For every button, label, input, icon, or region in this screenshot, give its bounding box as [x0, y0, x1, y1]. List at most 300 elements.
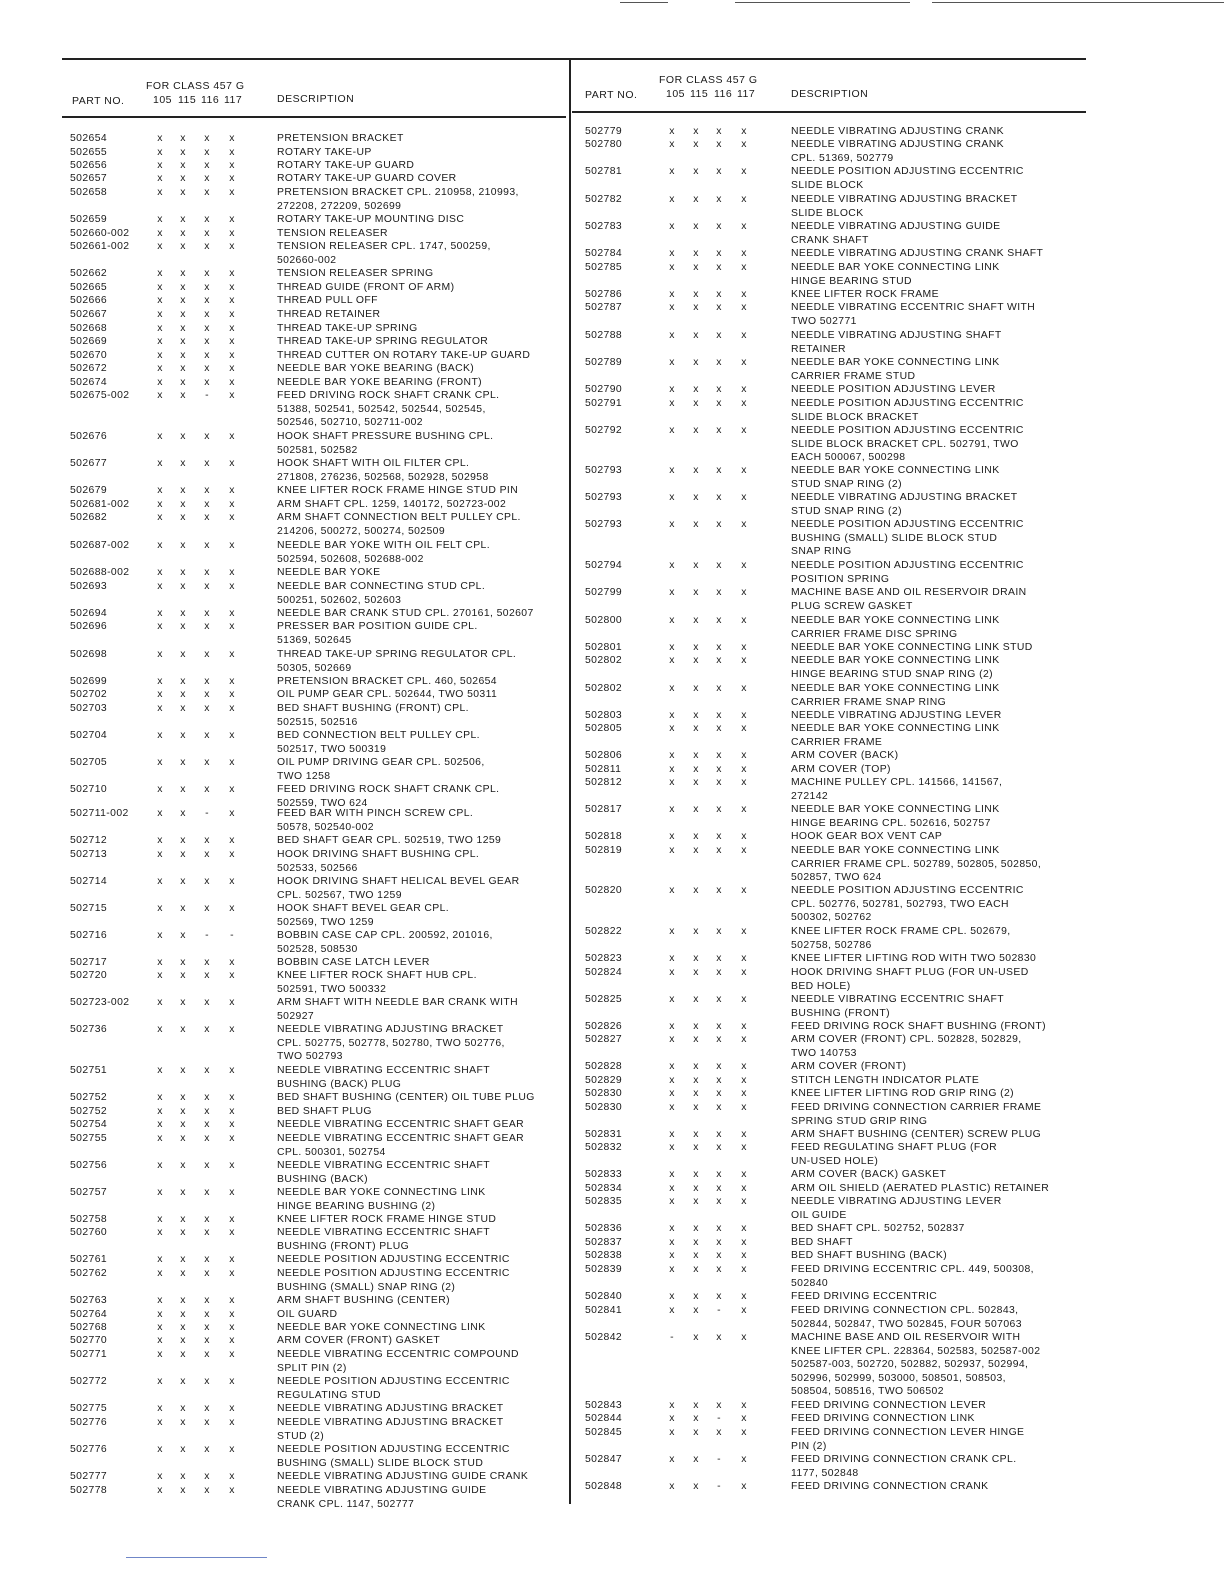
part-description: [791, 1290, 937, 1304]
part-number: 502775: [70, 1403, 108, 1414]
class-mark: x: [204, 757, 210, 768]
part-description: [791, 925, 1011, 952]
class-mark: x: [693, 425, 699, 436]
part-number: 502682: [70, 512, 108, 523]
part-number: 502662: [70, 268, 108, 279]
class-mark: x: [716, 1400, 722, 1411]
class-115-header: 115: [690, 88, 709, 100]
part-number: 502669: [70, 336, 108, 347]
class-mark: x: [204, 1485, 210, 1496]
class-mark: x: [693, 560, 699, 571]
class-mark: x: [693, 1332, 699, 1343]
part-number: 502760: [70, 1227, 108, 1238]
class-mark: x: [157, 1119, 163, 1130]
class-mark: x: [669, 194, 675, 205]
class-mark: x: [229, 649, 235, 660]
description-line: BUSHING (SMALL) SLIDE BLOCK STUD: [791, 532, 998, 544]
description-line: 502569, TWO 1259: [277, 916, 374, 928]
class-mark: x: [180, 1227, 186, 1238]
description-line: PRESSER BAR POSITION GUIDE CPL.: [277, 621, 478, 632]
description-line: NEEDLE BAR YOKE CONNECTING LINK: [791, 262, 1000, 273]
part-number: 502806: [585, 750, 623, 761]
description-line: BED SHAFT PLUG: [277, 1106, 372, 1117]
description-line: PRETENSION BRACKET CPL. 460, 502654: [277, 676, 497, 687]
part-description: [791, 1249, 947, 1263]
part-description: [791, 1263, 1034, 1290]
class-mark: x: [204, 957, 210, 968]
description-header: DESCRIPTION: [277, 93, 355, 105]
class-mark: x: [693, 1481, 699, 1492]
class-mark: x: [741, 615, 747, 626]
class-mark: x: [716, 262, 722, 273]
class-mark: x: [157, 512, 163, 523]
class-mark: x: [693, 1237, 699, 1248]
class-mark: x: [157, 228, 163, 239]
class-mark: x: [229, 390, 235, 401]
class-mark: x: [229, 1268, 235, 1279]
class-mark: -: [717, 1305, 721, 1316]
class-mark: x: [669, 248, 675, 259]
part-number: 502694: [70, 608, 108, 619]
class-mark: x: [669, 723, 675, 734]
class-mark: x: [180, 567, 186, 578]
part-description: [791, 682, 1000, 709]
description-line: FEED BAR WITH PINCH SCREW CPL.: [277, 808, 474, 819]
class-mark: x: [669, 560, 675, 571]
class-mark: x: [229, 512, 235, 523]
class-mark: x: [180, 1024, 186, 1035]
class-mark: x: [716, 248, 722, 259]
class-mark: x: [229, 997, 235, 1008]
description-line: 214206, 500272, 500274, 502509: [277, 525, 446, 537]
description-line: KNEE LIFTER LIFTING ROD GRIP RING (2): [791, 1088, 1015, 1099]
part-description: [791, 830, 942, 844]
class-mark: x: [716, 1291, 722, 1302]
class-mark: x: [204, 784, 210, 795]
class-mark: x: [716, 845, 722, 856]
description-line: PRETENSION BRACKET CPL. 210958, 210993,: [277, 187, 519, 198]
class-mark: x: [669, 330, 675, 341]
class-mark: x: [180, 1065, 186, 1076]
class-mark: x: [157, 1376, 163, 1387]
description-line: 1177, 502848: [791, 1467, 859, 1479]
class-mark: x: [204, 512, 210, 523]
class-mark: x: [180, 173, 186, 184]
class-mark: x: [693, 885, 699, 896]
class-mark: x: [204, 1254, 210, 1265]
class-mark: x: [669, 1250, 675, 1261]
class-mark: x: [716, 723, 722, 734]
part-description: [277, 308, 380, 322]
description-line: SNAP RING: [791, 546, 852, 558]
part-number: 502799: [585, 587, 623, 598]
class-mark: x: [204, 581, 210, 592]
description-line: OIL GUIDE: [791, 1209, 847, 1221]
part-number: 502752: [70, 1092, 108, 1103]
class-mark: x: [669, 845, 675, 856]
part-description: [277, 1064, 490, 1091]
class-mark: x: [741, 1264, 747, 1275]
part-number: 502779: [585, 126, 623, 137]
class-mark: x: [157, 390, 163, 401]
description-line: THREAD CUTTER ON ROTARY TAKE-UP GUARD: [277, 350, 531, 361]
class-mark: x: [204, 1335, 210, 1346]
description-line: ARM COVER (FRONT): [791, 1061, 907, 1072]
description-line: 51369, 502645: [277, 634, 352, 646]
class-mark: x: [669, 1021, 675, 1032]
class-mark: x: [157, 649, 163, 660]
part-description: [791, 641, 1033, 655]
part-description: [277, 159, 414, 173]
part-number: 502840: [585, 1291, 623, 1302]
part-number: 502776: [70, 1444, 108, 1455]
class-mark: x: [204, 608, 210, 619]
part-number: 502839: [585, 1264, 623, 1275]
description-line: ROTARY TAKE-UP MOUNTING DISC: [277, 214, 465, 225]
part-number: 502717: [70, 957, 108, 968]
class-116-header: 116: [714, 88, 733, 100]
class-mark: x: [229, 849, 235, 860]
class-mark: x: [157, 1254, 163, 1265]
description-line: FEED DRIVING ROCK SHAFT CRANK CPL.: [277, 784, 500, 795]
class-mark: x: [741, 953, 747, 964]
class-mark: x: [157, 1092, 163, 1103]
class-mark: x: [204, 1309, 210, 1320]
description-line: NEEDLE BAR YOKE CONNECTING LINK: [791, 357, 1000, 368]
description-line: STUD SNAP RING (2): [791, 505, 902, 517]
class-mark: x: [669, 1305, 675, 1316]
class-mark: -: [230, 930, 234, 941]
class-mark: x: [716, 804, 722, 815]
description-line: 50578, 502540-002: [277, 821, 374, 833]
class-mark: x: [180, 757, 186, 768]
description-line: HINGE BEARING STUD SNAP RING (2): [791, 668, 993, 680]
class-mark: x: [669, 492, 675, 503]
class-mark: x: [741, 330, 747, 341]
class-mark: x: [741, 357, 747, 368]
class-mark: x: [693, 804, 699, 815]
class-115-header: 115: [178, 94, 197, 106]
description-line: MACHINE BASE AND OIL RESERVOIR DRAIN: [791, 587, 1027, 598]
class-mark: x: [716, 1034, 722, 1045]
part-number: 502696: [70, 621, 108, 632]
part-number: 502785: [585, 262, 623, 273]
class-mark: x: [741, 1088, 747, 1099]
class-mark: x: [716, 1169, 722, 1180]
description-line: TENSION RELEASER: [277, 228, 388, 239]
class-mark: x: [157, 350, 163, 361]
part-number: 502659: [70, 214, 108, 225]
description-line: 502587-003, 502720, 502882, 502937, 502994,: [791, 1359, 1029, 1371]
part-number: 502712: [70, 835, 108, 846]
part-description: [277, 1443, 510, 1470]
class-mark: x: [157, 499, 163, 510]
part-description: [277, 1267, 510, 1294]
class-mark: x: [229, 431, 235, 442]
class-mark: x: [716, 166, 722, 177]
description-line: 272142: [791, 790, 829, 802]
class-mark: x: [693, 1183, 699, 1194]
class-mark: x: [716, 1088, 722, 1099]
part-description: [791, 1304, 1022, 1331]
part-description: [791, 464, 1000, 491]
part-description: [277, 1484, 487, 1511]
part-description: [791, 193, 1017, 220]
description-line: CPL. 502775, 502778, 502780, TWO 502776,: [277, 1037, 505, 1049]
class-mark: -: [717, 1413, 721, 1424]
description-line: ARM COVER (TOP): [791, 764, 891, 775]
class-mark: x: [741, 723, 747, 734]
part-description: [277, 1226, 490, 1253]
class-mark: x: [716, 926, 722, 937]
part-number: 502716: [70, 930, 108, 941]
description-line: TWO 502793: [277, 1051, 343, 1063]
description-line: BUSHING (BACK): [277, 1173, 369, 1185]
description-line: ROTARY TAKE-UP GUARD: [277, 160, 415, 171]
part-number: 502768: [70, 1322, 108, 1333]
class-mark: x: [204, 1065, 210, 1076]
part-description: [277, 729, 480, 756]
part-number: 502688-002: [70, 567, 130, 578]
class-mark: x: [157, 1227, 163, 1238]
class-mark: x: [180, 903, 186, 914]
class-mark: x: [157, 757, 163, 768]
description-line: HINGE BEARING CPL. 502616, 502757: [791, 817, 991, 829]
class-mark: x: [180, 187, 186, 198]
class-mark: x: [180, 241, 186, 252]
description-line: FEED DRIVING CONNECTION LEVER: [791, 1400, 987, 1411]
class-mark: x: [157, 835, 163, 846]
class-mark: x: [741, 398, 747, 409]
part-description: [791, 763, 891, 777]
class-mark: x: [693, 1034, 699, 1045]
part-description: [791, 884, 1024, 925]
description-line: BED SHAFT GEAR CPL. 502519, TWO 1259: [277, 835, 502, 846]
description-line: NEEDLE VIBRATING ADJUSTING CRANK: [791, 126, 1004, 137]
part-description: [277, 675, 497, 689]
part-description: [277, 389, 499, 430]
part-description: [791, 1182, 1049, 1196]
part-description: [277, 1105, 372, 1119]
class-mark: x: [716, 764, 722, 775]
part-number: 502754: [70, 1119, 108, 1130]
part-description: [277, 1470, 528, 1484]
class-mark: x: [669, 1454, 675, 1465]
description-line: HOOK DRIVING SHAFT BUSHING CPL.: [277, 849, 480, 860]
part-description: [277, 1253, 510, 1267]
part-number: 502823: [585, 953, 623, 964]
class-mark: x: [229, 1335, 235, 1346]
class-mark: x: [180, 1485, 186, 1496]
class-mark: x: [229, 689, 235, 700]
part-description: [277, 580, 485, 607]
description-line: CRANK SHAFT: [791, 234, 869, 246]
part-number: 502793: [585, 492, 623, 503]
class-mark: x: [741, 166, 747, 177]
description-line: KNEE LIFTER ROCK FRAME HINGE STUD: [277, 1214, 497, 1225]
class-mark: x: [693, 166, 699, 177]
description-line: NEEDLE BAR YOKE CONNECTING LINK: [791, 845, 1000, 856]
class-mark: x: [180, 1417, 186, 1428]
class-mark: x: [693, 845, 699, 856]
description-line: 502528, 508530: [277, 943, 358, 955]
part-number: 502711-002: [70, 808, 129, 819]
class-mark: x: [716, 994, 722, 1005]
class-mark: x: [716, 683, 722, 694]
class-mark: x: [669, 953, 675, 964]
description-line: REGULATING STUD: [277, 1389, 381, 1401]
class-mark: x: [741, 1454, 747, 1465]
description-line: TENSION RELEASER CPL. 1747, 500259,: [277, 241, 491, 252]
description-line: EACH 500067, 500298: [791, 452, 906, 464]
part-description: [277, 376, 482, 390]
description-line: THREAD TAKE-UP SPRING: [277, 323, 418, 334]
description-line: NEEDLE VIBRATING ADJUSTING BRACKET: [791, 194, 1018, 205]
part-number: 502838: [585, 1250, 623, 1261]
class-mark: x: [741, 1021, 747, 1032]
description-line: HOOK GEAR BOX VENT CAP: [791, 831, 943, 842]
part-description: [277, 349, 530, 363]
class-mark: x: [669, 994, 675, 1005]
part-description: [791, 559, 1024, 586]
description-line: NEEDLE POSITION ADJUSTING ECCENTRIC: [791, 398, 1024, 409]
class-mark: x: [741, 248, 747, 259]
top-edge-mark: [932, 2, 1224, 3]
class-mark: x: [180, 323, 186, 334]
class-mark: x: [180, 1322, 186, 1333]
class-mark: x: [693, 262, 699, 273]
part-number: 502751: [70, 1065, 108, 1076]
class-mark: x: [229, 621, 235, 632]
class-mark: x: [204, 295, 210, 306]
description-line: FEED DRIVING ROCK SHAFT CRANK CPL.: [277, 390, 500, 401]
class-mark: x: [180, 540, 186, 551]
class-mark: x: [157, 268, 163, 279]
class-mark: x: [693, 953, 699, 964]
part-description: [791, 1101, 1041, 1128]
description-line: 272208, 272209, 502699: [277, 200, 402, 212]
part-number: 502677: [70, 458, 108, 469]
class-mark: x: [229, 757, 235, 768]
class-mark: x: [741, 1305, 747, 1316]
part-number: 502819: [585, 845, 623, 856]
class-mark: x: [180, 676, 186, 687]
class-mark: x: [229, 1024, 235, 1035]
part-number: 502772: [70, 1376, 108, 1387]
part-number: 502791: [585, 398, 623, 409]
class-mark: x: [229, 1471, 235, 1482]
class-mark: x: [693, 1400, 699, 1411]
description-line: SPLIT PIN (2): [277, 1362, 347, 1374]
part-number: 502826: [585, 1021, 623, 1032]
class-mark: x: [693, 642, 699, 653]
class-mark: x: [180, 485, 186, 496]
class-mark: x: [204, 309, 210, 320]
description-line: 508504, 508516, TWO 506502: [791, 1386, 944, 1398]
part-number: 502755: [70, 1133, 108, 1144]
class-mark: x: [716, 1075, 722, 1086]
class-mark: x: [180, 282, 186, 293]
class-mark: x: [204, 1268, 210, 1279]
class-mark: x: [157, 1024, 163, 1035]
description-line: NEEDLE POSITION ADJUSTING ECCENTRIC: [277, 1444, 510, 1455]
description-line: ARM SHAFT BUSHING (CENTER) SCREW PLUG: [791, 1129, 1042, 1140]
class-mark: x: [229, 1187, 235, 1198]
class-mark: x: [716, 330, 722, 341]
class-mark: x: [716, 289, 722, 300]
description-line: HINGE BEARING BUSHING (2): [277, 1200, 436, 1212]
description-line: ARM COVER (BACK) GASKET: [791, 1169, 947, 1180]
class-mark: x: [204, 849, 210, 860]
part-description: [791, 1128, 1041, 1142]
class-mark: x: [741, 1075, 747, 1086]
class-mark: x: [204, 282, 210, 293]
class-mark: x: [204, 1227, 210, 1238]
class-mark: x: [741, 1400, 747, 1411]
class-105-header: 105: [666, 88, 686, 100]
description-line: FEED DRIVING CONNECTION CPL. 502843,: [791, 1305, 1019, 1316]
class-mark: x: [157, 1268, 163, 1279]
class-mark: x: [669, 384, 675, 395]
part-description: [277, 484, 518, 498]
class-mark: x: [693, 1061, 699, 1072]
class-mark: x: [669, 398, 675, 409]
description-line: BED SHAFT BUSHING (CENTER) OIL TUBE PLUG: [277, 1092, 535, 1103]
class-mark: x: [669, 1034, 675, 1045]
description-line: NEEDLE VIBRATING ECCENTRIC SHAFT WITH: [791, 302, 1036, 313]
class-mark: x: [204, 1133, 210, 1144]
class-mark: x: [741, 126, 747, 137]
class-mark: x: [157, 187, 163, 198]
class-mark: x: [204, 1322, 210, 1333]
description-line: POSITION SPRING: [791, 573, 890, 585]
part-description: [277, 227, 388, 241]
class-mark: x: [741, 642, 747, 653]
class-mark: x: [204, 377, 210, 388]
description-line: THREAD GUIDE (FRONT OF ARM): [277, 282, 455, 293]
class-mark: x: [716, 384, 722, 395]
description-line: NEEDLE POSITION ADJUSTING LEVER: [791, 384, 996, 395]
part-description: [791, 424, 1024, 465]
part-number: 502812: [585, 777, 623, 788]
class-mark: x: [204, 540, 210, 551]
part-number: 502835: [585, 1196, 623, 1207]
part-description: [791, 1020, 1046, 1034]
description-line: 502857, TWO 624: [791, 872, 882, 884]
class-mark: x: [180, 621, 186, 632]
description-line: NEEDLE BAR YOKE CONNECTING LINK: [791, 655, 1000, 666]
class-mark: x: [229, 1160, 235, 1171]
class-mark: x: [157, 608, 163, 619]
class-mark: x: [669, 357, 675, 368]
for-class-header: FOR CLASS 457 G: [659, 74, 758, 86]
description-line: NEEDLE POSITION ADJUSTING ECCENTRIC: [791, 166, 1024, 177]
class-mark: x: [204, 1417, 210, 1428]
description-line: CPL. 502567, TWO 1259: [277, 889, 402, 901]
part-description: [277, 702, 469, 729]
part-description: [277, 848, 479, 875]
part-description: [791, 1087, 1014, 1101]
part-description: [277, 956, 430, 970]
part-description: [277, 430, 493, 457]
class-mark: x: [693, 683, 699, 694]
class-mark: x: [229, 1133, 235, 1144]
class-mark: x: [229, 1403, 235, 1414]
class-mark: x: [204, 970, 210, 981]
description-line: NEEDLE POSITION ADJUSTING ECCENTRIC: [791, 885, 1024, 896]
part-description: [277, 1023, 505, 1064]
description-line: RETAINER: [791, 343, 846, 355]
